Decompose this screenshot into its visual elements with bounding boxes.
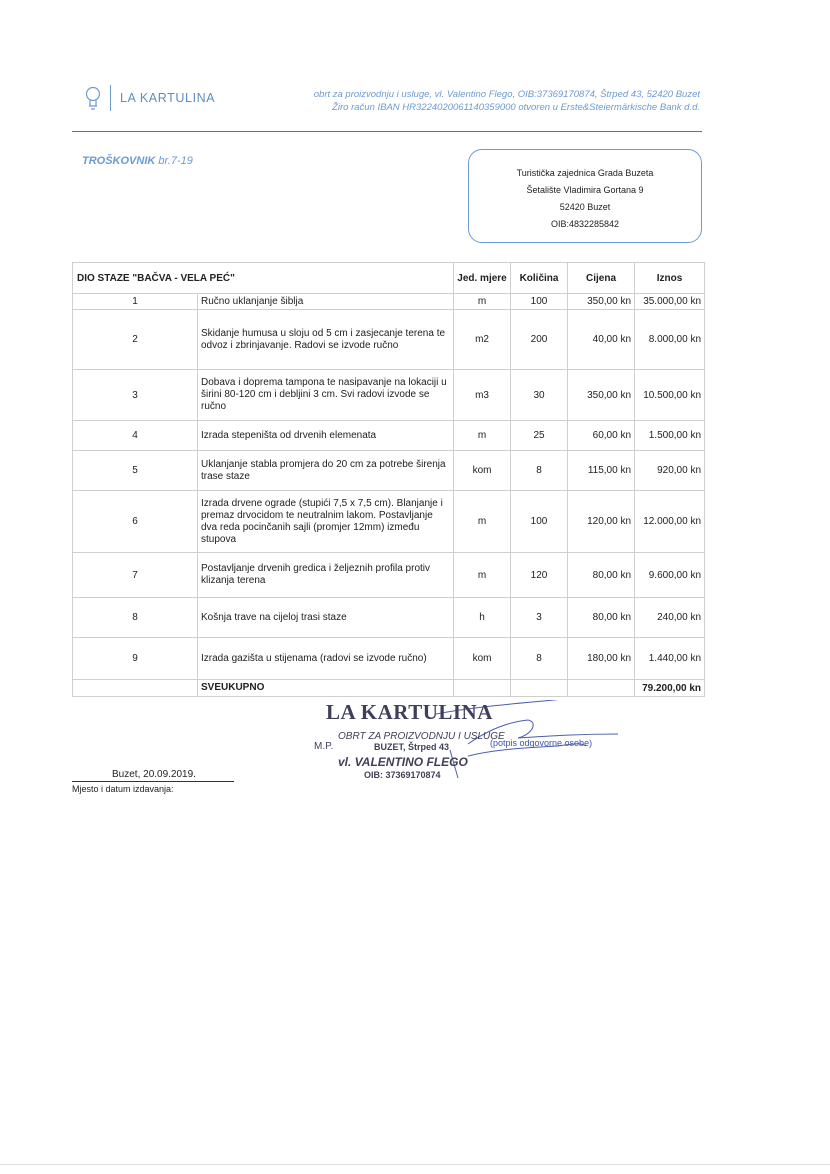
row-amount: 10.500,00 kn bbox=[635, 370, 705, 421]
row-description: Izrada gazišta u stijenama (radovi se izvode ručno) bbox=[198, 638, 454, 680]
stamp-oib: OIB: 37369170874 bbox=[364, 770, 441, 780]
document-number: br.7-19 bbox=[158, 155, 193, 167]
total-amount: 79.200,00 kn bbox=[635, 680, 705, 697]
stamp-mp: M.P. bbox=[314, 741, 334, 752]
total-row bbox=[73, 680, 705, 697]
document-title-text: TROŠKOVNIK bbox=[82, 155, 156, 167]
row-quantity: 100 bbox=[511, 491, 568, 553]
row-amount: 9.600,00 kn bbox=[635, 553, 705, 598]
table-row bbox=[73, 310, 705, 370]
row-number: 7 bbox=[73, 553, 198, 598]
company-stamp bbox=[314, 700, 618, 798]
row-number: 5 bbox=[73, 451, 198, 491]
row-unit: m bbox=[454, 294, 511, 310]
recipient-oib: OIB:4832285842 bbox=[550, 219, 620, 229]
table-header-row bbox=[73, 263, 705, 294]
cost-table bbox=[72, 262, 705, 697]
row-price: 80,00 kn bbox=[568, 553, 635, 598]
signature-note: (potpis odgovorne osobe) bbox=[490, 738, 593, 748]
recipient-city: 52420 Buzet bbox=[559, 202, 611, 212]
place-date: Buzet, 20.09.2019. bbox=[112, 769, 196, 780]
row-price: 180,00 kn bbox=[568, 638, 635, 680]
row-price: 60,00 kn bbox=[568, 421, 635, 451]
row-description: Postavljanje drvenih gredica i željeznih profila protiv klizanja terena bbox=[198, 553, 454, 598]
stamp-line1: OBRT ZA PROIZVODNJU I USLUGE bbox=[338, 731, 505, 742]
row-unit: m bbox=[454, 421, 511, 451]
row-amount: 8.000,00 kn bbox=[635, 310, 705, 370]
total-spacer bbox=[73, 680, 198, 697]
row-price: 350,00 kn bbox=[568, 370, 635, 421]
row-price: 80,00 kn bbox=[568, 598, 635, 638]
row-unit: m3 bbox=[454, 370, 511, 421]
table-row bbox=[73, 370, 705, 421]
row-number: 8 bbox=[73, 598, 198, 638]
row-quantity: 30 bbox=[511, 370, 568, 421]
row-quantity: 8 bbox=[511, 638, 568, 680]
row-number: 9 bbox=[73, 638, 198, 680]
table-row bbox=[73, 598, 705, 638]
row-unit: h bbox=[454, 598, 511, 638]
row-amount: 12.000,00 kn bbox=[635, 491, 705, 553]
row-price: 120,00 kn bbox=[568, 491, 635, 553]
recipient-box bbox=[468, 149, 702, 243]
stamp-brand: LA KARTULINA bbox=[326, 700, 493, 724]
row-description: Košnja trave na cijeloj trasi staze bbox=[198, 598, 454, 638]
row-unit: m bbox=[454, 553, 511, 598]
place-date-underline bbox=[72, 781, 234, 782]
row-quantity: 8 bbox=[511, 451, 568, 491]
table-row bbox=[73, 638, 705, 680]
company-info-line: obrt za proizvodnju i usluge, vl. Valentino Flego, OIB:37369170874, Štrped 43, 52420 Buzet bbox=[313, 89, 700, 100]
table-row bbox=[73, 553, 705, 598]
table-row bbox=[73, 451, 705, 491]
recipient-street: Šetalište Vladimira Gortana 9 bbox=[526, 185, 644, 195]
row-number: 2 bbox=[73, 310, 198, 370]
total-spacer bbox=[568, 680, 635, 697]
header-unit: Jed. mjere bbox=[454, 263, 511, 294]
row-amount: 240,00 kn bbox=[635, 598, 705, 638]
row-number: 6 bbox=[73, 491, 198, 553]
page-bottom-divider bbox=[0, 1164, 830, 1165]
company-bank-line: Žiro račun IBAN HR3224020061140359000 otvoren u Erste&Steiermärkische Bank d.d. bbox=[332, 102, 700, 113]
row-amount: 920,00 kn bbox=[635, 451, 705, 491]
row-description: Izrada stepeništa od drvenih elemenata bbox=[198, 421, 454, 451]
row-price: 40,00 kn bbox=[568, 310, 635, 370]
row-description: Uklanjanje stabla promjera do 20 cm za potrebe širenja trase staze bbox=[198, 451, 454, 491]
row-number: 1 bbox=[73, 294, 198, 310]
row-description: Ručno uklanjanje šiblja bbox=[198, 294, 454, 310]
row-unit: m2 bbox=[454, 310, 511, 370]
logo-separator bbox=[110, 85, 111, 111]
row-quantity: 3 bbox=[511, 598, 568, 638]
row-price: 350,00 kn bbox=[568, 294, 635, 310]
section-title: DIO STAZE "BAČVA - VELA PEĆ" bbox=[73, 263, 454, 294]
row-amount: 1.440,00 kn bbox=[635, 638, 705, 680]
header-amount: Iznos bbox=[635, 263, 705, 294]
total-spacer bbox=[511, 680, 568, 697]
total-label: SVEUKUPNO bbox=[198, 680, 454, 697]
row-quantity: 200 bbox=[511, 310, 568, 370]
header-divider bbox=[72, 131, 702, 132]
row-description: Izrada drvene ograde (stupići 7,5 x 7,5 cm). Blanjanje i premaz drvocidom te neutralnim lakom. Postavljanje dva reda pocinčanih sajli (promjer 12mm) između stupova bbox=[198, 491, 454, 553]
bulb-logo-icon bbox=[84, 86, 102, 112]
row-number: 4 bbox=[73, 421, 198, 451]
recipient-name: Turistička zajednica Grada Buzeta bbox=[516, 168, 654, 178]
logo-text: LA KARTULINA bbox=[120, 91, 216, 105]
row-unit: kom bbox=[454, 451, 511, 491]
row-unit: m bbox=[454, 491, 511, 553]
table-row bbox=[73, 491, 705, 553]
row-quantity: 25 bbox=[511, 421, 568, 451]
total-spacer bbox=[454, 680, 511, 697]
table-row bbox=[73, 421, 705, 451]
stamp-owner: vl. VALENTINO FLEGO bbox=[338, 755, 468, 769]
row-amount: 35.000,00 kn bbox=[635, 294, 705, 310]
place-date-label: Mjesto i datum izdavanja: bbox=[72, 784, 174, 794]
row-description: Dobava i doprema tampona te nasipavanje na lokaciji u širini 80-120 cm i debljini 3 cm. Svi radovi izvode se ručno bbox=[198, 370, 454, 421]
row-quantity: 100 bbox=[511, 294, 568, 310]
row-quantity: 120 bbox=[511, 553, 568, 598]
row-unit: kom bbox=[454, 638, 511, 680]
row-price: 115,00 kn bbox=[568, 451, 635, 491]
row-amount: 1.500,00 kn bbox=[635, 421, 705, 451]
table-row bbox=[73, 294, 705, 310]
document-title bbox=[82, 155, 193, 167]
header-price: Cijena bbox=[568, 263, 635, 294]
stamp-address: BUZET, Štrped 43 bbox=[374, 742, 450, 752]
header-quantity: Količina bbox=[511, 263, 568, 294]
row-description: Skidanje humusa u sloju od 5 cm i zasjecanje terena te odvoz i zbrinjavanje. Radovi se izvode ručno bbox=[198, 310, 454, 370]
row-number: 3 bbox=[73, 370, 198, 421]
